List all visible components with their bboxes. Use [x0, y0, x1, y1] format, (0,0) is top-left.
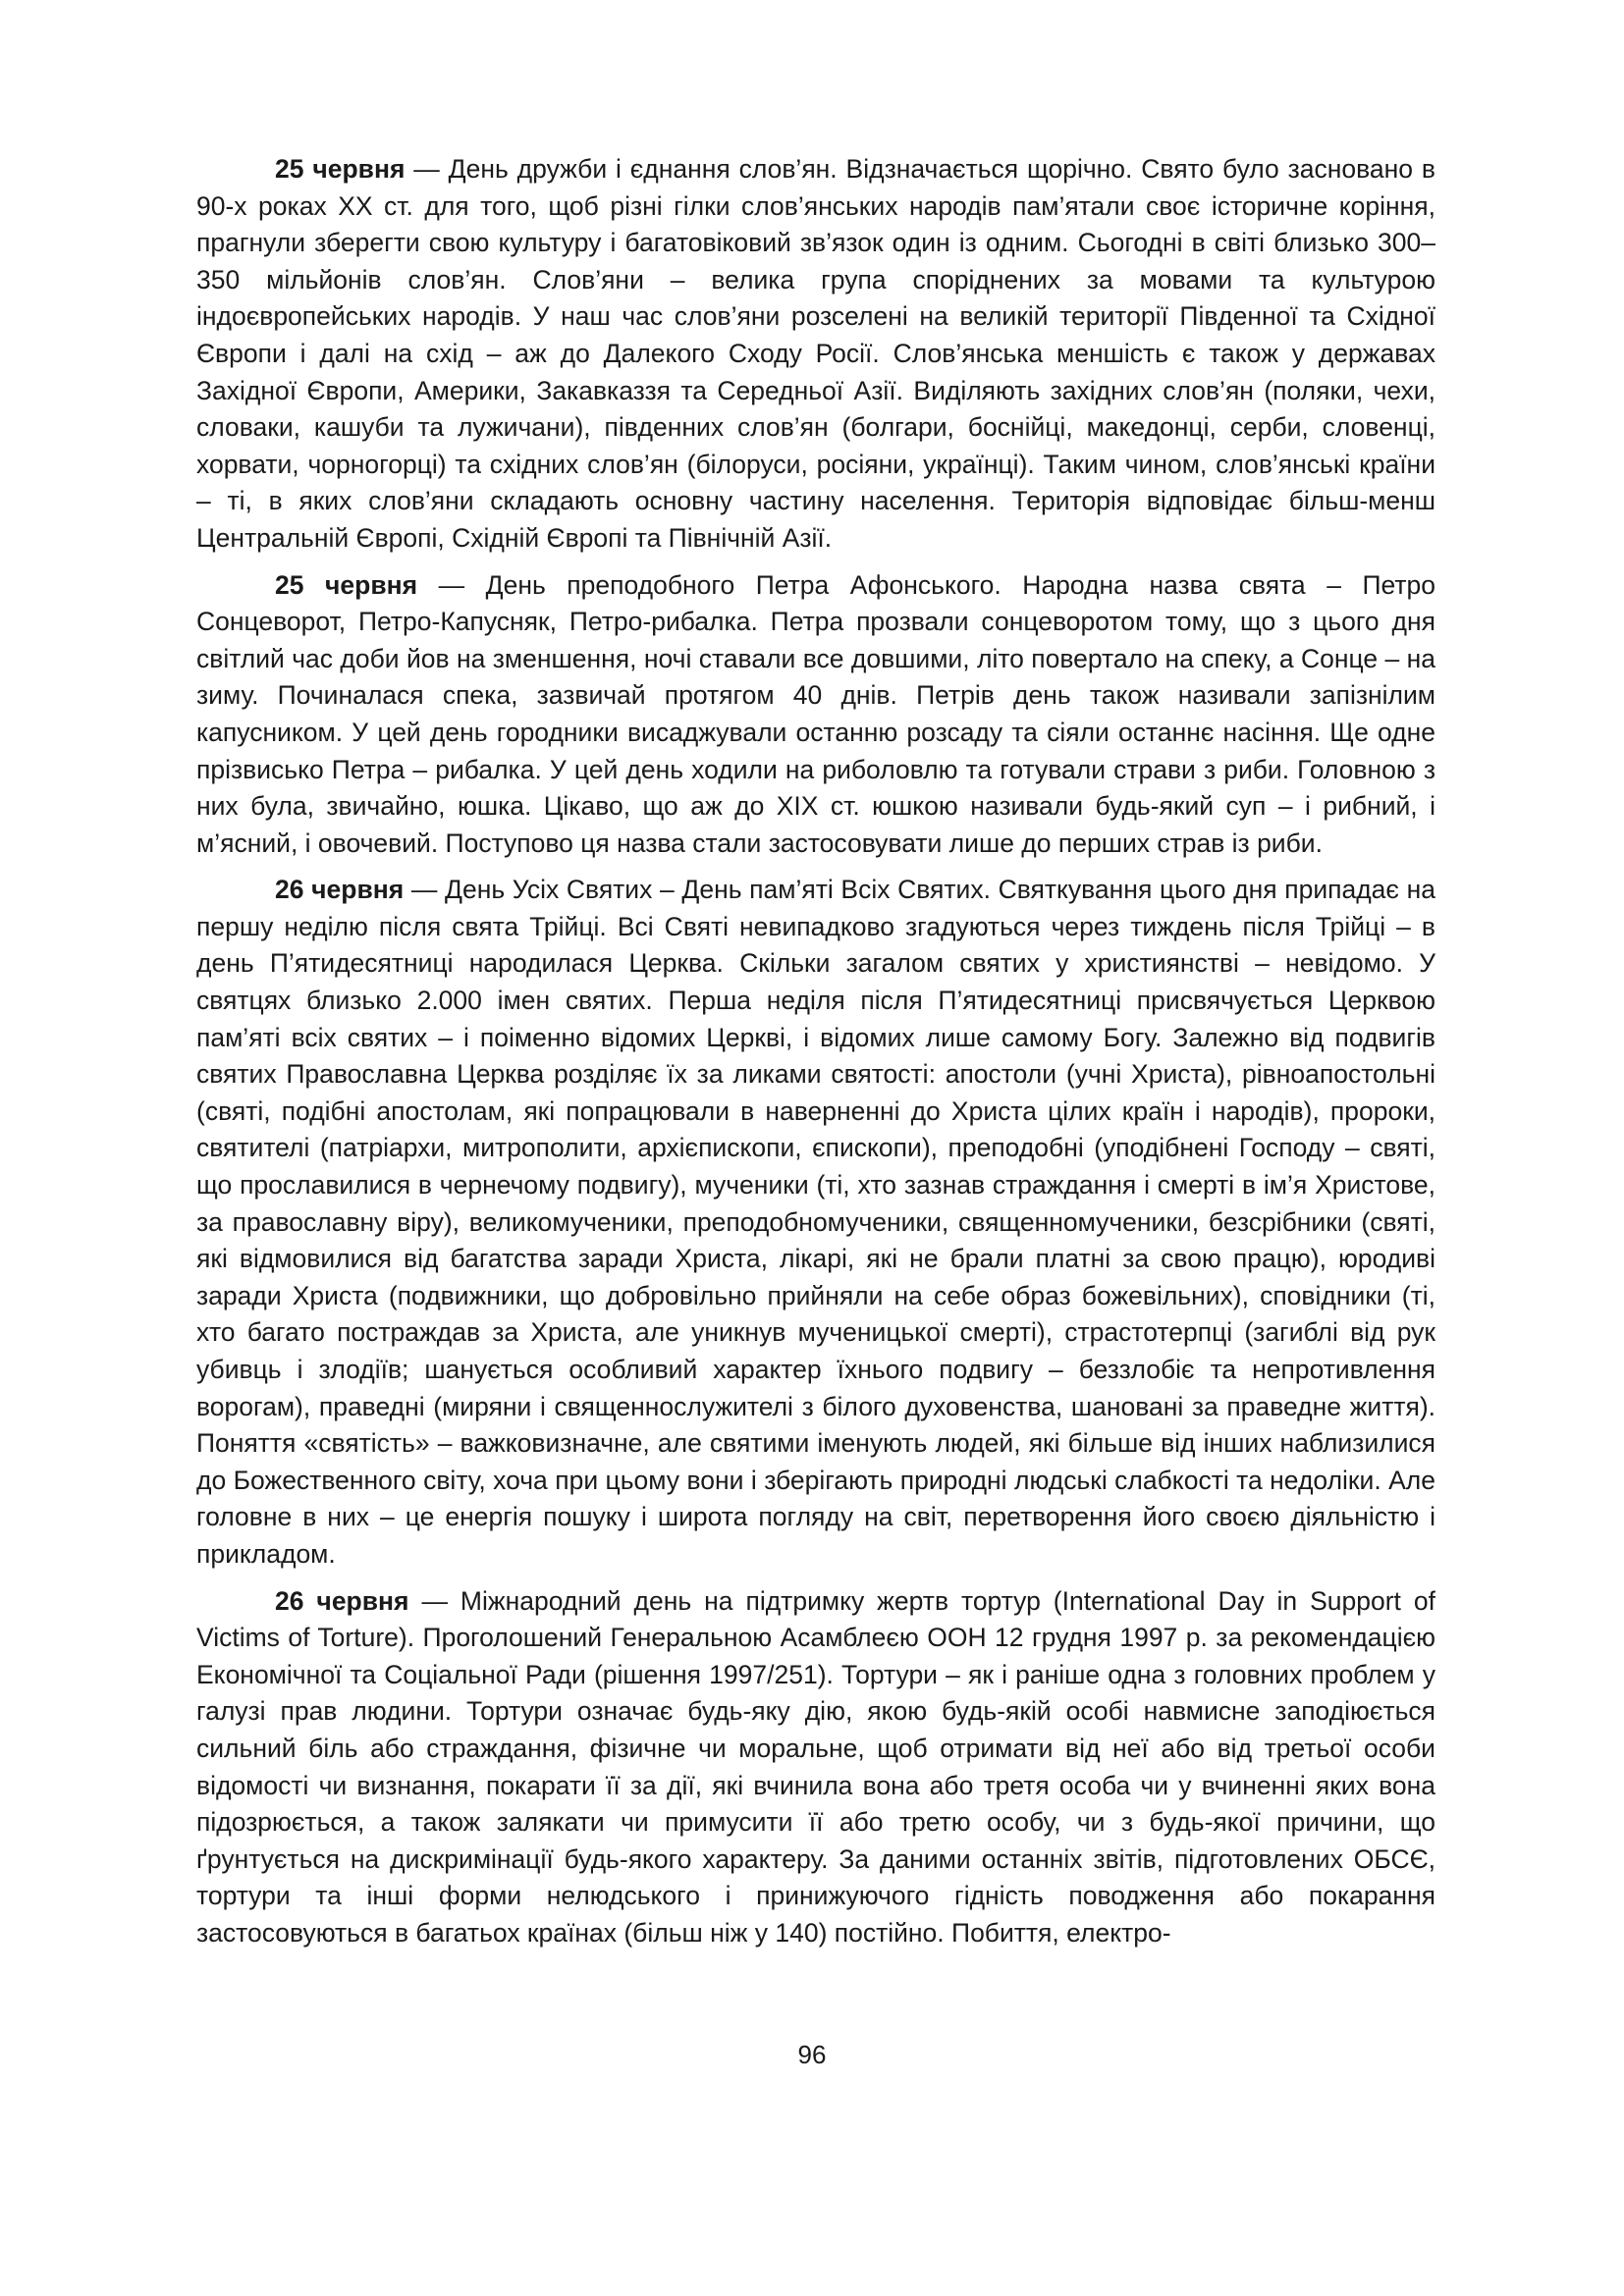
entry-text: — Міжнародний день на підтримку жертв тортур (International Day in Support of Victims of Torture). Проголошений Генеральною Асамблеєю ООН 12 грудня 1997 р. за рекомендацією Економічної та Соціальної Ради (рішення 1997/251). Тортури – як і раніше одна з головних проблем у галузі прав людини. Тортури означає будь-яку дію, якою будь-якій особі навмисне заподіюється сильний біль або страждання, фізичне чи моральне, щоб отримати від неї або від третьої особи відомості чи визнання, покарати її за дії, які вчинила вона або третя особа чи у вчиненні яких вона підозрюється, а також залякати чи примусити її або третю особу, чи з будь-якої причини, що ґрунтується на дискримінації будь-якого характеру. За даними останніх звітів, підготовлених ОБСЄ, тортури та інші форми нелюдського і принижуючого гідність поводження або покарання застосовуються в багатьох країнах (більш ніж у 140) постійно. Побиття, електро- — [196, 1585, 1435, 1948]
entry-date: 26 червня — [275, 1585, 409, 1616]
entry-date: 25 червня — [275, 569, 418, 600]
entry-text: — День дружби і єднання слов’ян. Відзначається щорічно. Свято було засновано в 90-х роках ХХ ст. для того, щоб різні гілки слов’янських народів пам’ятали своє історичне коріння, прагнули зберегти свою культуру і багатовіковий зв’язок один із одним. Сьогодні в світі близько 300–350 мільйонів слов’ян. Слов’яни – велика група споріднених за мовами та культурою індоєвропейських народів. У наш час слов’яни розселені на великій території Південної та Східної Європи і далі на схід – аж до Далекого Сходу Росії. Слов’янська меншість є також у державах Західної Європи, Америки, Закавказзя та Середньої Азії. Виділяють західних слов’ян (поляки, чехи, словаки, кашуби та лужичани), південних слов’ян (болгари, боснійці, македонці, серби, словенці, хорвати, чорногорці) та східних слов’ян (білоруси, росіяни, українці). Таким чином, слов’янські країни – ті, в яких слов’яни складають основну частину населення. Територія відповідає більш-менш Центральній Європі, Східній Європі та Північній Азії. — [196, 154, 1435, 553]
page-number: 96 — [797, 2040, 827, 2069]
entry-date: 25 червня — [275, 154, 406, 184]
entry-text: — День преподобного Петра Афонського. Народна назва свята – Петро Сонцеворот, Петро-Капусняк, Петро-рибалка. Петра прозвали сонцеворотом тому, що з цього дня світлий час доби йов на зменшення, ночі ставали все довшими, літо повертало на спеку, а Сонце – на зиму. Починалася спека, зазвичай протягом 40 днів. Петрів день також називали запізнілим капусником. У цей день городники висаджували останню розсаду та сіяли останнє насіння. Ще одне прізвисько Петра – рибалка. У цей день ходили на риболовлю та готували страви з риби. Головною з них була, звичайно, юшка. Цікаво, що аж до XIX ст. юшкою називали будь-який суп – і рибний, і м’ясний, і овочевий. Поступово ця назва стали застосовувати лише до перших страв із риби. — [196, 569, 1435, 858]
page-content — [196, 151, 1435, 1962]
entry-text: — День Усіх Святих – День пам’яті Всіх Святих. Святкування цього дня припадає на першу неділю після свята Трійці. Всі Святі невипадково згадуються через тиждень після Трійці – в день П’ятидесятниці народилася Церква. Скільки загалом святих у християнстві – невідомо. У святцях близько 2.000 імен святих. Перша неділя після П’ятидесятниці присвячується Церквою пам’яті всіх святих – і поіменно відомих Церкві, і відомих лише самому Богу. Залежно від подвигів святих Православна Церква розділяє їх за ликами святості: апостоли (учні Христа), рівноапостольні (святі, подібні апостолам, які попрацювали в наверненні до Христа цілих країн і народів), пророки, святителі (патріархи, митрополити, архієпископи, єпископи), преподобні (уподібнені Господу – святі, що прославилися в чернечому подвигу), мученики (ті, хто зазнав страждання і смерті в ім’я Христове, за православну віру), великомученики, преподобномученики, священномученики, безсрібники (святі, які відмовилися від багатства заради Христа, лікарі, які не брали платні за свою працю), юродиві заради Христа (подвижники, що добровільно прийняли на себе образ божевільних), сповідники (ті, хто багато постраждав за Христа, але уникнув мученицької смерті), страстотерпці (загиблі від рук убивць і злодіїв; шанується особливий характер їхнього подвигу – беззлобіє та непротивлення ворогам), праведні (миряни і священнослужителі з білого духовенства, шановані за праведне життя). Поняття «святість» – важковизначне, але святими іменують людей, які більше від інших наблизилися до Божественного світу, хоча при цьому вони і зберігають природні людські слабкості та недоліки. Але головне в них – це енергія пошуку і широта погляду на світ, перетворення його своєю діяльністю і прикладом. — [196, 875, 1435, 1569]
entry-all-saints-day — [196, 872, 1435, 1573]
entry-torture-victims-day — [196, 1583, 1435, 1952]
entry-date: 26 червня — [275, 875, 405, 905]
entry-peter-athonite-day — [196, 567, 1435, 863]
entry-slavic-unity-day — [196, 151, 1435, 558]
